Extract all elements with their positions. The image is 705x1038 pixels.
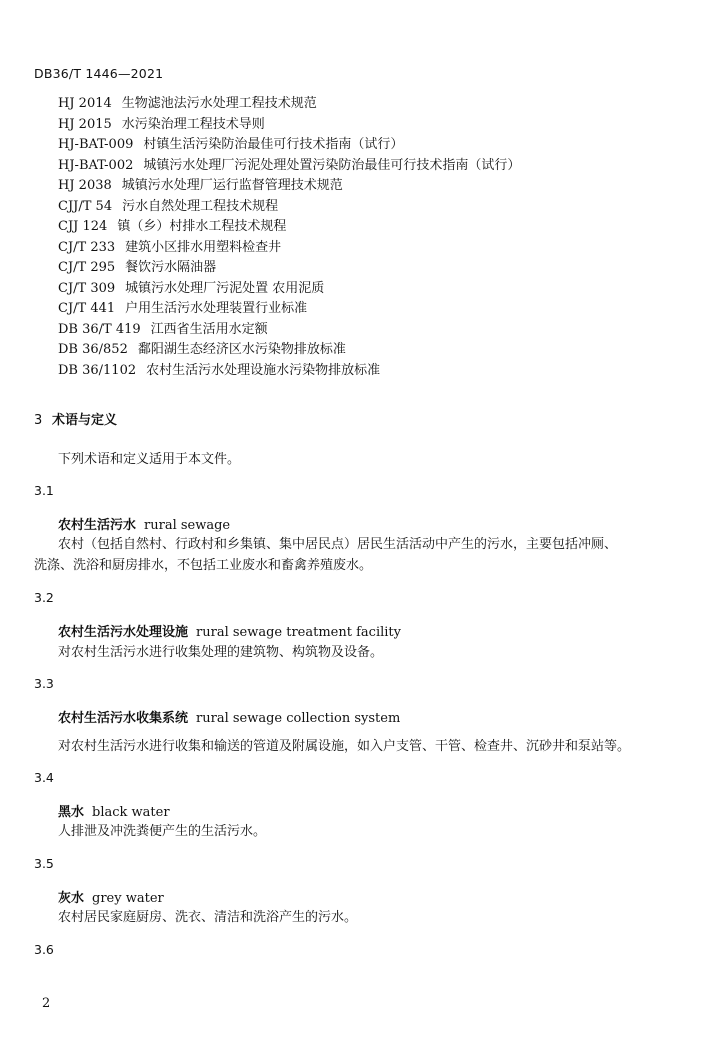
term-definition-continued: 洗涤、洗浴和厨房排水，不包括工业废水和畜禽养殖废水。: [34, 558, 373, 573]
term-definition: 农村（包括自然村、行政村和乡集镇、集中居民点）居民生活活动中产生的污水，主要包括冲厕、: [58, 537, 618, 552]
reference-title: 城镇污水处理厂污泥处理处置污染防治最佳可行技术指南（试行）: [143, 157, 521, 173]
document-code-header: DB36/T 1446—2021: [34, 66, 164, 81]
reference-code: DB 36/852: [58, 342, 128, 357]
reference-item: [58, 217, 520, 238]
term-heading: [58, 621, 401, 640]
term-number: 3.5: [34, 856, 54, 871]
reference-item: [58, 197, 520, 218]
reference-title: 农村生活污水处理设施水污染物排放标准: [146, 362, 381, 378]
reference-title: 污水自然处理工程技术规程: [122, 198, 279, 214]
reference-title: 生物滤池法污水处理工程技术规范: [121, 96, 317, 111]
term-en: rural sewage: [144, 518, 231, 533]
term-zh: 农村生活污水: [58, 518, 137, 533]
reference-title: 江西省生活用水定额: [150, 321, 268, 337]
term-en: rural sewage collection system: [196, 711, 401, 726]
reference-item: [58, 238, 520, 259]
reference-title: 户用生活污水处理装置行业标准: [125, 301, 308, 316]
normative-references-list: [58, 94, 520, 381]
term-definition: 对农村生活污水进行收集和输送的管道及附属设施，如入户支管、干管、检查井、沉砂井和泵站等。: [58, 739, 631, 754]
reference-code: CJJ/T 54: [58, 198, 113, 214]
reference-code: CJ/T 295: [58, 260, 116, 275]
reference-item: [58, 94, 520, 115]
section-title: 术语与定义: [52, 413, 118, 428]
term-zh: 黑水: [58, 805, 85, 820]
reference-item: [58, 135, 520, 156]
reference-code: HJ-BAT-009: [58, 137, 134, 152]
page-number: 2: [42, 996, 51, 1011]
reference-title: 建筑小区排水用塑料检查井: [125, 239, 282, 255]
section-heading: [34, 409, 117, 428]
term-heading: [58, 514, 230, 533]
term-definition: 农村居民家庭厨房、洗衣、清洁和洗浴产生的污水。: [58, 910, 358, 925]
reference-code: HJ 2015: [58, 116, 112, 132]
reference-item: [58, 115, 520, 136]
reference-title: 城镇污水处理厂运行监督管理技术规范: [121, 178, 343, 193]
reference-item: [58, 299, 520, 320]
term-en: rural sewage treatment facility: [196, 625, 401, 640]
section-intro: 下列术语和定义适用于本文件。: [58, 452, 241, 467]
term-number: 3.4: [34, 770, 54, 785]
term-heading: [58, 887, 164, 906]
reference-code: DB 36/T 419: [58, 321, 141, 337]
term-number: 3.2: [34, 590, 54, 605]
term-en: grey water: [92, 891, 164, 906]
section-number: 3: [34, 413, 43, 428]
term-heading: [58, 801, 170, 820]
term-definition: 人排泄及冲洗粪便产生的生活污水。: [58, 824, 267, 839]
term-number: 3.1: [34, 483, 54, 498]
term-number: 3.6: [34, 942, 54, 957]
reference-code: HJ 2038: [58, 178, 112, 193]
reference-title: 村镇生活污染防治最佳可行技术指南（试行）: [143, 137, 404, 152]
reference-code: HJ-BAT-002: [58, 157, 134, 173]
reference-code: DB 36/1102: [58, 362, 137, 378]
reference-code: CJ/T 441: [58, 301, 116, 316]
reference-code: CJ/T 233: [58, 239, 116, 255]
term-zh: 农村生活污水收集系统: [58, 711, 189, 726]
reference-title: 水污染治理工程技术导则: [121, 116, 265, 132]
reference-item: [58, 258, 520, 279]
reference-item: [58, 279, 520, 300]
reference-code: HJ 2014: [58, 96, 112, 111]
term-heading: [58, 707, 400, 726]
reference-item: [58, 340, 520, 361]
reference-item: [58, 361, 520, 382]
reference-item: [58, 156, 520, 177]
reference-item: [58, 176, 520, 197]
reference-title: 城镇污水处理厂污泥处置 农用泥质: [125, 280, 325, 296]
term-number: 3.3: [34, 676, 54, 691]
term-zh: 灰水: [58, 891, 85, 906]
reference-code: CJ/T 309: [58, 280, 116, 296]
reference-title: 餐饮污水隔油器: [125, 260, 217, 275]
reference-title: 镇（乡）村排水工程技术规程: [117, 219, 287, 234]
term-definition: 对农村生活污水进行收集处理的建筑物、构筑物及设备。: [58, 645, 384, 660]
term-zh: 农村生活污水处理设施: [58, 625, 189, 640]
reference-title: 鄱阳湖生态经济区水污染物排放标准: [137, 342, 346, 357]
reference-code: CJJ 124: [58, 219, 108, 234]
term-en: black water: [92, 805, 170, 820]
reference-item: [58, 320, 520, 341]
